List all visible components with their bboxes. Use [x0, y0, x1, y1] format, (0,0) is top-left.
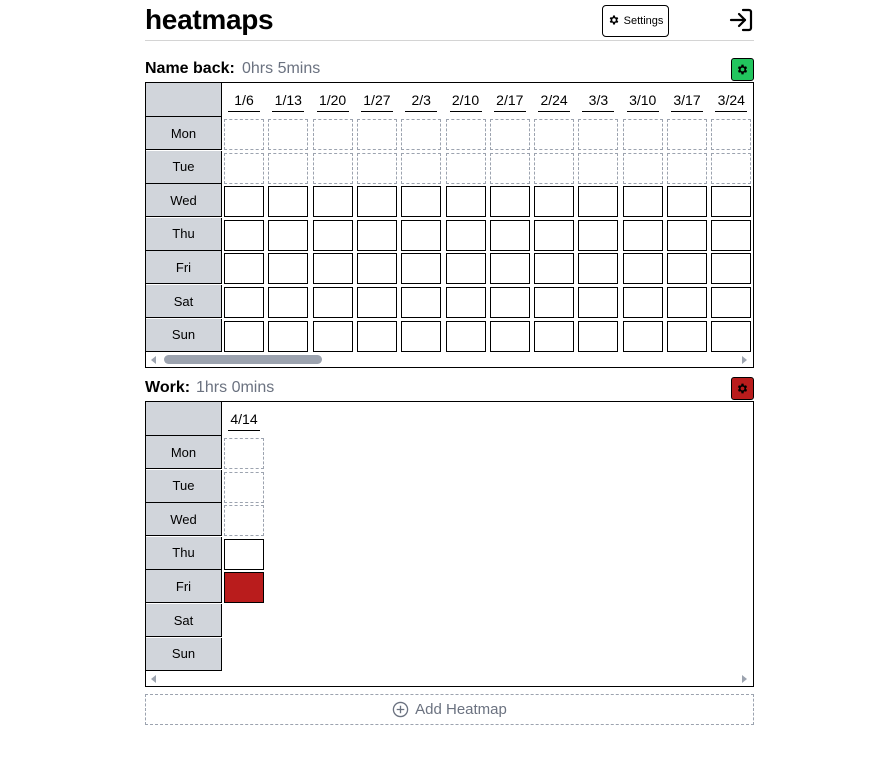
heatmap-cell[interactable]: [224, 572, 264, 603]
heatmap-cell: [357, 119, 397, 150]
heatmap-cell[interactable]: [534, 220, 574, 251]
week-label: 3/24: [715, 91, 747, 112]
app: [145, 0, 754, 718]
heatmap-cell[interactable]: [224, 321, 264, 352]
day-label: Tue: [146, 151, 222, 184]
heatmap-cell[interactable]: [623, 287, 663, 318]
day-label: Fri: [146, 570, 222, 603]
week-label: 4/14: [228, 410, 260, 431]
heatmap-cell: [490, 119, 530, 150]
heatmap-cell[interactable]: [490, 220, 530, 251]
heatmap-cell: [446, 153, 486, 184]
heatmap-cell[interactable]: [224, 220, 264, 251]
scroll-right-icon[interactable]: [742, 356, 747, 364]
horizontal-scrollbar[interactable]: [146, 671, 753, 686]
heatmap-cell[interactable]: [268, 321, 308, 352]
day-label: Sun: [146, 638, 222, 671]
heatmap-cell[interactable]: [313, 220, 353, 251]
heatmap-cell: [623, 153, 663, 184]
heatmap-cell: [224, 472, 264, 503]
heatmap-cell[interactable]: [224, 539, 264, 570]
heatmap-cell[interactable]: [268, 253, 308, 284]
day-label: Thu: [146, 218, 222, 251]
heatmap-cell[interactable]: [268, 287, 308, 318]
scroll-thumb[interactable]: [164, 355, 322, 364]
heatmap-cell[interactable]: [667, 287, 707, 318]
heatmap-section: [145, 58, 754, 343]
heatmap-cell[interactable]: [534, 186, 574, 217]
heatmap-cell[interactable]: [711, 253, 751, 284]
heatmap-cell: [357, 153, 397, 184]
heatmap-cell[interactable]: [490, 321, 530, 352]
heatmap-cell: [534, 153, 574, 184]
header: [145, 0, 754, 41]
heatmap-cell[interactable]: [446, 220, 486, 251]
heatmap-cell: [578, 119, 618, 150]
week-label: 3/10: [627, 91, 659, 112]
week-label: 2/17: [494, 91, 526, 112]
day-label: Sun: [146, 319, 222, 352]
heatmap-cell: [401, 119, 441, 150]
add-heatmap-label: Add Heatmap: [415, 701, 507, 718]
heatmap-cell[interactable]: [446, 253, 486, 284]
gear-icon: [736, 382, 749, 395]
heatmap-cell[interactable]: [401, 186, 441, 217]
heatmap-section: [145, 377, 754, 662]
scroll-right-icon[interactable]: [742, 675, 747, 683]
heatmap-grid: [145, 82, 754, 368]
heatmap-cell[interactable]: [268, 220, 308, 251]
heatmap-cell: [490, 153, 530, 184]
heatmap-cell[interactable]: [667, 220, 707, 251]
heatmap-time: 1hrs 0mins: [196, 379, 275, 396]
day-label: Sat: [146, 285, 222, 318]
heatmap-cell: [224, 438, 264, 469]
heatmap-cell[interactable]: [313, 287, 353, 318]
day-label: Mon: [146, 117, 222, 150]
settings-label: Settings: [623, 15, 664, 27]
heatmap-cell[interactable]: [446, 186, 486, 217]
heatmap-settings-button[interactable]: [731, 58, 754, 81]
heatmap-cell[interactable]: [667, 186, 707, 217]
day-label: Wed: [146, 503, 222, 536]
add-heatmap-button[interactable]: [145, 694, 754, 725]
heatmap-cell[interactable]: [490, 186, 530, 217]
week-label: 1/6: [228, 91, 260, 112]
heatmap-cell: [711, 119, 751, 150]
heatmap-cell[interactable]: [578, 186, 618, 217]
heatmap-cell[interactable]: [667, 321, 707, 352]
heatmap-cell[interactable]: [401, 321, 441, 352]
heatmap-cell[interactable]: [401, 287, 441, 318]
heatmap-cell: [224, 505, 264, 536]
heatmap-cell[interactable]: [357, 220, 397, 251]
heatmap-cell: [313, 119, 353, 150]
settings-button[interactable]: [602, 5, 669, 37]
logout-icon: [728, 7, 754, 33]
heatmap-grid: [145, 401, 754, 687]
day-label: Fri: [146, 251, 222, 284]
heatmap-cell[interactable]: [224, 287, 264, 318]
heatmap-cell[interactable]: [534, 321, 574, 352]
heatmap-cell[interactable]: [357, 186, 397, 217]
heatmap-cell[interactable]: [357, 287, 397, 318]
week-label: 2/24: [538, 91, 570, 112]
heatmap-cell: [313, 153, 353, 184]
heatmap-cell[interactable]: [446, 321, 486, 352]
heatmap-cell[interactable]: [623, 321, 663, 352]
heatmap-cell: [268, 153, 308, 184]
heatmap-cell[interactable]: [490, 287, 530, 318]
heatmap-cell: [711, 153, 751, 184]
heatmap-settings-button[interactable]: [731, 377, 754, 400]
day-label: Thu: [146, 537, 222, 570]
heatmap-cell[interactable]: [401, 253, 441, 284]
heatmap-cell[interactable]: [357, 253, 397, 284]
heatmap-cell[interactable]: [623, 220, 663, 251]
logout-button[interactable]: [728, 7, 754, 33]
grid-corner: [146, 83, 222, 117]
heatmap-header: [145, 377, 754, 399]
heatmap-cell: [623, 119, 663, 150]
heatmap-cell[interactable]: [623, 253, 663, 284]
heatmap-cell[interactable]: [711, 321, 751, 352]
heatmap-cell[interactable]: [578, 220, 618, 251]
heatmap-cell[interactable]: [313, 321, 353, 352]
heatmap-cell[interactable]: [268, 186, 308, 217]
heatmap-cell[interactable]: [490, 253, 530, 284]
heatmap-cell: [534, 119, 574, 150]
week-label: 1/20: [317, 91, 349, 112]
heatmap-cell[interactable]: [401, 220, 441, 251]
week-label: 1/27: [361, 91, 393, 112]
day-label: Mon: [146, 436, 222, 469]
heatmap-name: Name back:: [145, 60, 235, 77]
gear-icon: [736, 63, 749, 76]
heatmap-cell[interactable]: [578, 321, 618, 352]
grid-corner: [146, 402, 222, 436]
week-label: 3/3: [582, 91, 614, 112]
week-label: 2/3: [405, 91, 437, 112]
heatmap-cell[interactable]: [224, 186, 264, 217]
week-label: 2/10: [450, 91, 482, 112]
heatmap-cell[interactable]: [313, 186, 353, 217]
heatmap-cell[interactable]: [578, 253, 618, 284]
heatmap-cell: [578, 153, 618, 184]
heatmap-cell[interactable]: [711, 186, 751, 217]
plus-circle-icon: [392, 701, 409, 718]
heatmap-cell[interactable]: [711, 287, 751, 318]
heatmap-cell[interactable]: [313, 253, 353, 284]
day-label: Tue: [146, 470, 222, 503]
heatmap-name: Work:: [145, 379, 191, 396]
scroll-left-icon[interactable]: [151, 356, 156, 364]
heatmap-cell[interactable]: [224, 253, 264, 284]
heatmap-time: 0hrs 5mins: [242, 60, 321, 77]
heatmap-cell: [401, 153, 441, 184]
heatmap-cell: [446, 119, 486, 150]
heatmap-cell: [224, 153, 264, 184]
heatmap-cell: [268, 119, 308, 150]
heatmap-cell[interactable]: [534, 287, 574, 318]
heatmap-cell[interactable]: [578, 287, 618, 318]
day-label: Wed: [146, 184, 222, 217]
heatmap-cell[interactable]: [711, 220, 751, 251]
heatmap-cell: [667, 119, 707, 150]
horizontal-scrollbar[interactable]: [146, 352, 753, 367]
heatmap-cell: [224, 119, 264, 150]
heatmap-cell[interactable]: [534, 253, 574, 284]
day-label: Sat: [146, 604, 222, 637]
heatmap-cell: [667, 153, 707, 184]
heatmap-cell[interactable]: [667, 253, 707, 284]
week-label: 1/13: [272, 91, 304, 112]
gear-icon: [608, 14, 620, 29]
heatmap-cell[interactable]: [357, 321, 397, 352]
scroll-left-icon[interactable]: [151, 675, 156, 683]
app-title: heatmaps: [145, 4, 274, 35]
heatmap-cell[interactable]: [446, 287, 486, 318]
heatmap-header: [145, 58, 754, 80]
heatmap-cell[interactable]: [623, 186, 663, 217]
week-label: 3/17: [671, 91, 703, 112]
